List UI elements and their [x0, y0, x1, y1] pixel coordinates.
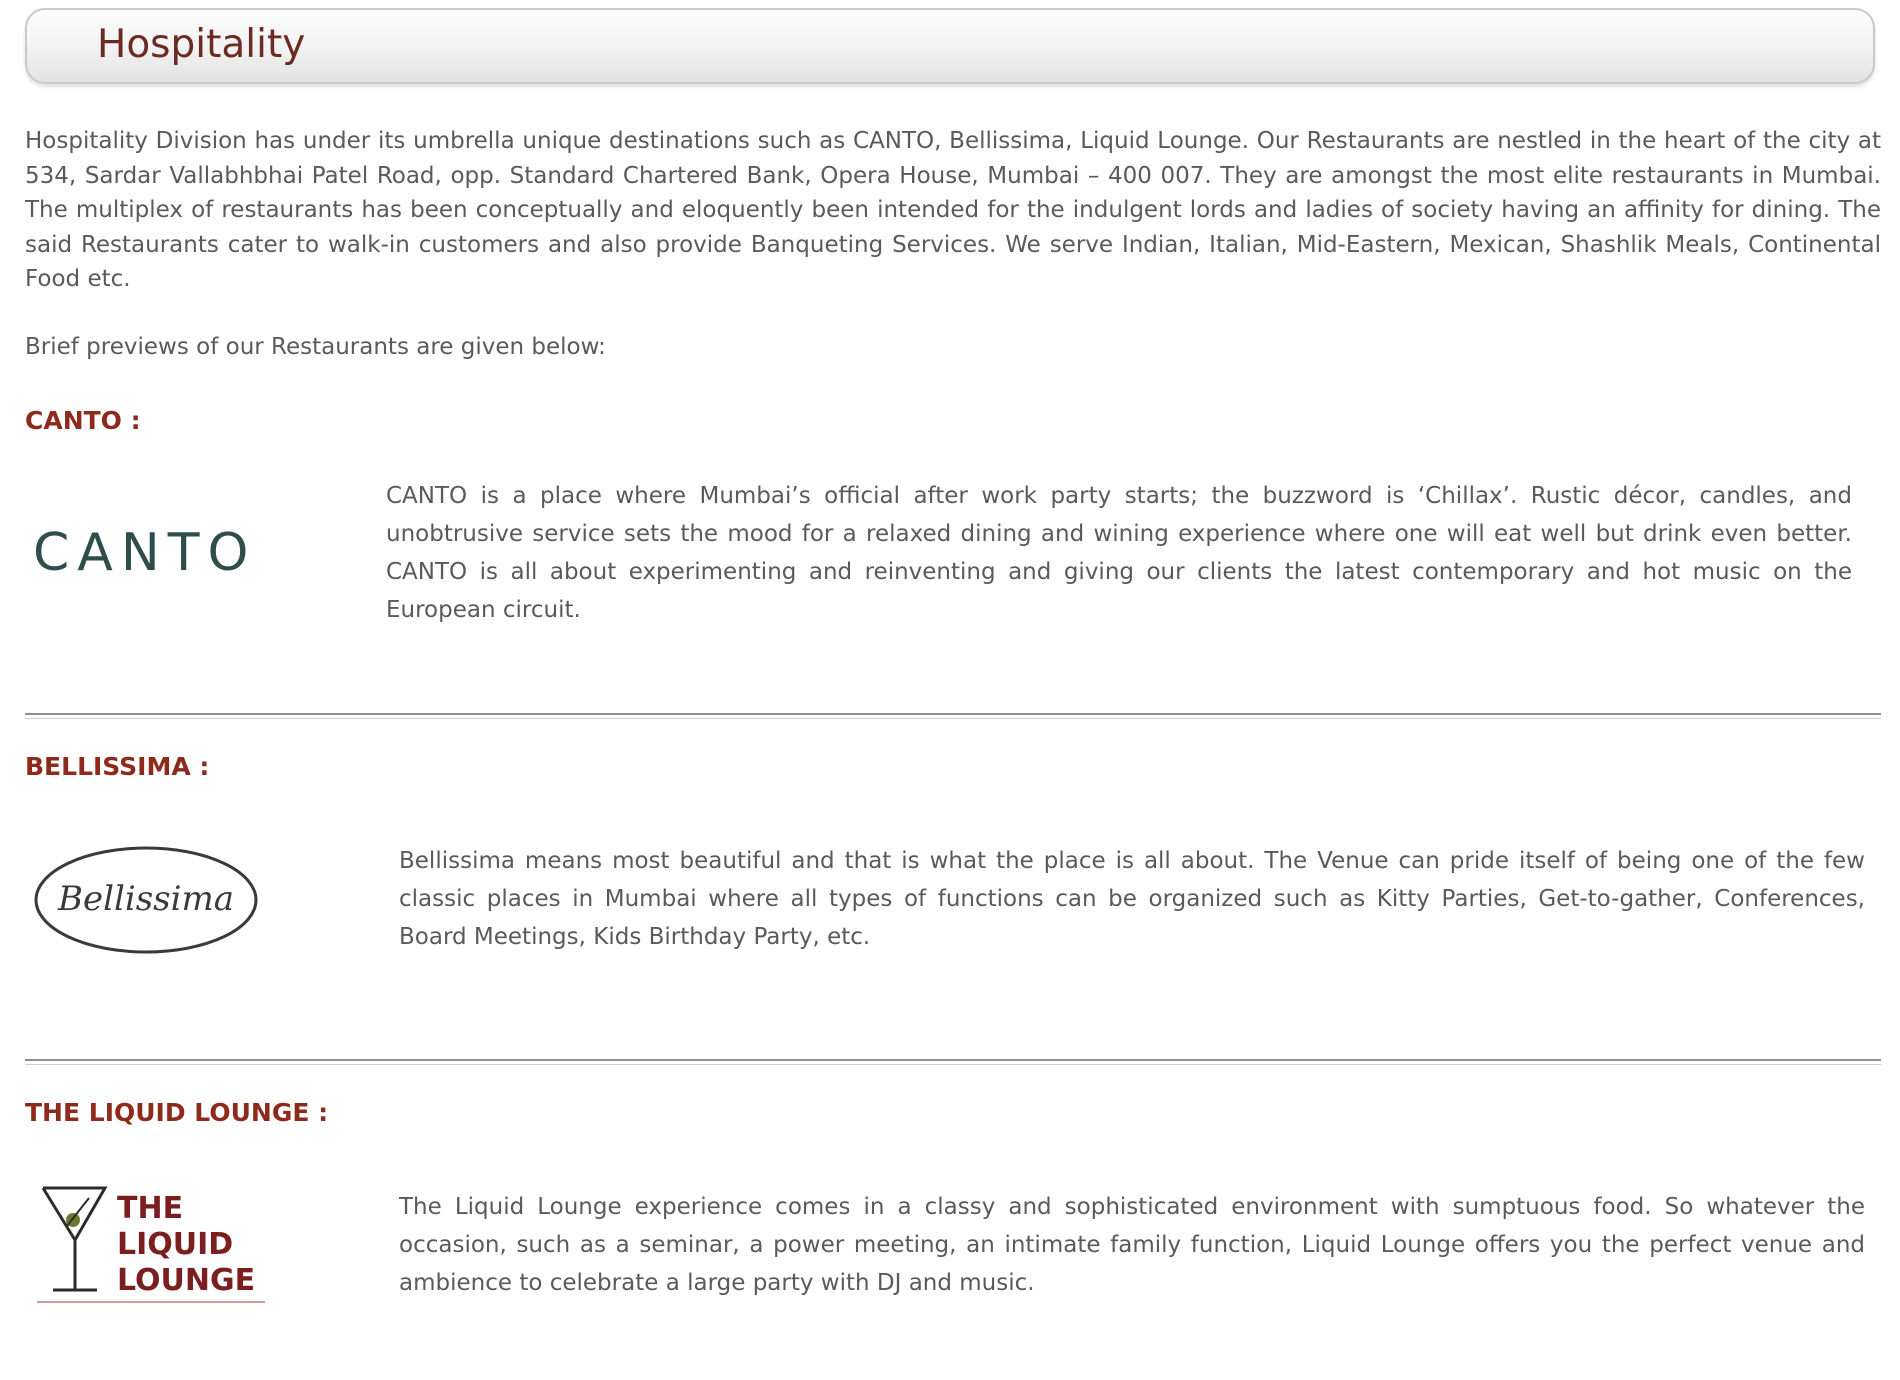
liquid-logo-line-3: LOUNGE	[117, 1263, 256, 1298]
intro-paragraph: Hospitality Division has under its umbrella unique destinations such as CANTO, Bellissima, Liquid Lounge. Our Restaurants are nestled in the heart of the city at 534, Sardar Vallabhbhai Patel Road, opp. Standard Chartered Bank, Opera House, Mumbai – 400 007. They are amongst the most elite restaurants in Mumbai. The multiplex of restaurants has been conceptually and eloquently been intended for the indulgent lords and ladies of society having an affinity for dining. The said Restaurants cater to walk-in customers and also provide Banqueting Services. We serve Indian, Italian, Mid-Eastern, Mexican, Shashlik Meals, Continental Food etc.	[25, 128, 1881, 292]
canto-description: CANTO is a place where Mumbai’s official after work party starts; the buzzword is ‘Chillax’. Rustic décor, candles, and unobtrusive service sets the mood for a relaxed dining and wining experience where one will eat well but drink even better. CANTO is all about experimenting and reinventing and giving our clients the latest contemporary and hot music on the European circuit.	[386, 483, 1852, 623]
bellissima-logo	[31, 840, 261, 960]
section-title-liquid-lounge: THE LIQUID LOUNGE :	[25, 1098, 329, 1127]
liquid-logo-line-2: LIQUID	[117, 1227, 234, 1262]
section-divider	[25, 1059, 1881, 1065]
section-title-bellissima: BELLISSIMA :	[25, 752, 210, 781]
previews-line: Brief previews of our Restaurants are given below:	[25, 334, 606, 360]
header-bar	[25, 8, 1875, 84]
page-title: Hospitality	[97, 22, 306, 67]
liquid-logo-line-1: THE	[117, 1191, 184, 1226]
canto-logo: CANTO	[33, 523, 257, 583]
section-title-canto: CANTO :	[25, 406, 141, 435]
section-divider	[25, 713, 1881, 719]
bellissima-description: Bellissima means most beautiful and that is what the place is all about. The Venue can pride itself of being one of the few classic places in Mumbai where all types of functions can be organized such as Kitty Parties, Get-to-gather, Conferences, Board Meetings, Kids Birthday Party, etc.	[399, 848, 1865, 950]
liquid-lounge-logo	[35, 1178, 275, 1308]
bellissima-logo-text: Bellissima	[57, 879, 235, 919]
liquid-lounge-description: The Liquid Lounge experience comes in a classy and sophisticated environment with sumptuous food. So whatever the occasion, such as a seminar, a power meeting, an intimate family function, Liquid Lounge offers you the perfect venue and ambience to celebrate a large party with DJ and music.	[399, 1194, 1865, 1296]
martini-glass-icon	[43, 1188, 105, 1290]
